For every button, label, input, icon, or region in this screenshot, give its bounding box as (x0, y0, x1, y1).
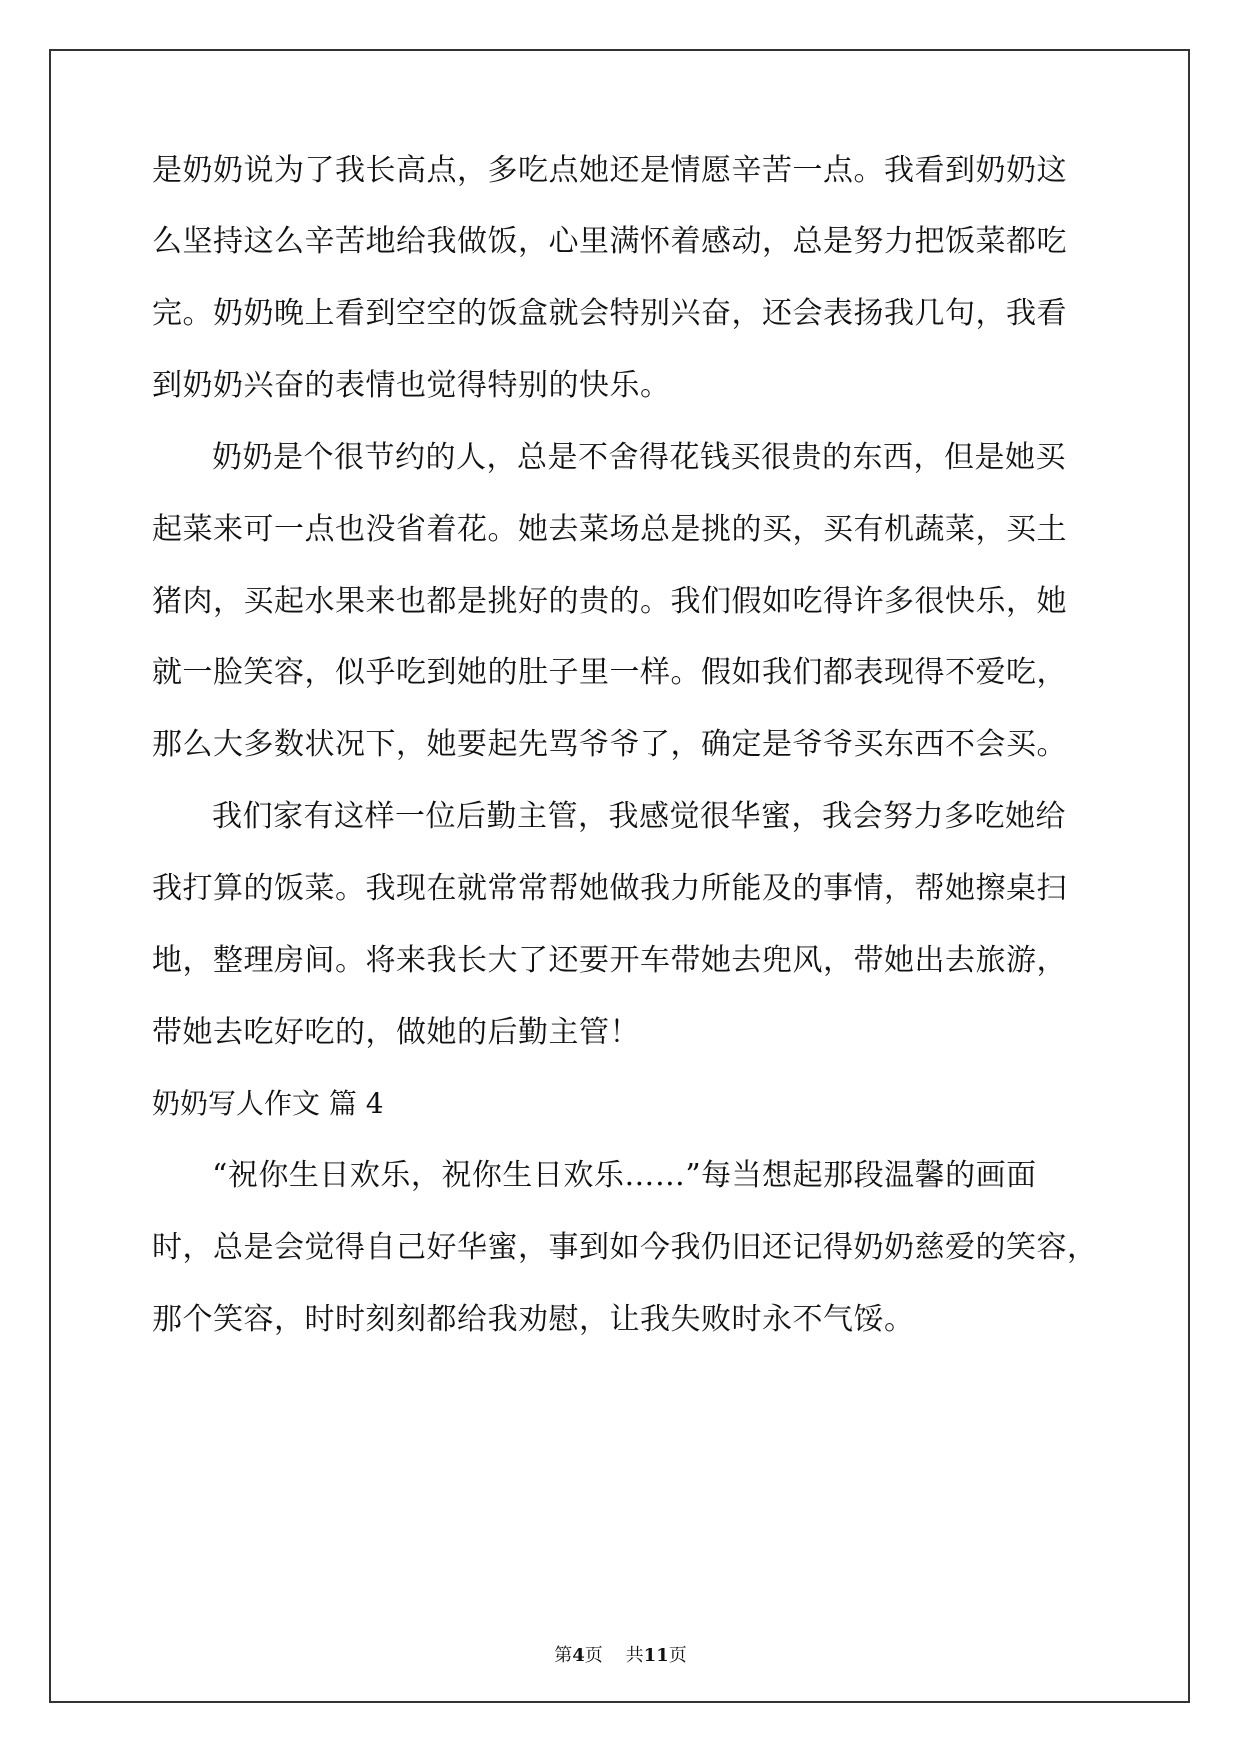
body-line-12: 地，整理房间。将来我长大了还要开车带她去兜风，带她出去旅游， (152, 943, 1067, 978)
body-line-15: 时，总是会觉得自己好华蜜，事到如今我仍旧还记得奶奶慈爱的笑容， (152, 1230, 1098, 1265)
body-line-2: 么坚持这么辛苦地给我做饭，心里满怀着感动，总是努力把饭菜都吃 (152, 224, 1067, 259)
footer-page-number: 4 (572, 1645, 585, 1666)
body-line-9: 那么大多数状况下，她要起先骂爷爷了，确定是爷爷买东西不会买。 (152, 727, 1067, 762)
body-line-8: 就一脸笑容，似乎吃到她的肚子里一样。假如我们都表现得不爱吃， (152, 655, 1067, 690)
footer-prefix: 第 (554, 1645, 573, 1666)
body-line-13: 带她去吃好吃的，做她的后勤主管！ (152, 1015, 640, 1050)
footer-total-pages: 11 (643, 1645, 669, 1666)
footer-suffix: 页 (668, 1645, 687, 1666)
page-footer (0, 1644, 1241, 1668)
body-line-11: 我打算的饭菜。我现在就常常帮她做我力所能及的事情，帮她擦桌扫 (152, 871, 1067, 906)
body-line-5: 奶奶是个很节约的人，总是不舍得花钱买很贵的东西，但是她买 (212, 440, 1066, 475)
body-line-14: “祝你生日欢乐，祝你生日欢乐……”每当想起那段温馨的画面 (212, 1158, 1037, 1193)
body-line-7: 猪肉，买起水果来也都是挑好的贵的。我们假如吃得许多很快乐，她 (152, 584, 1067, 619)
body-line-4: 到奶奶兴奋的表情也觉得特别的快乐。 (152, 368, 671, 403)
body-line-6: 起菜来可一点也没省着花。她去菜场总是挑的买，买有机蔬菜，买土 (152, 512, 1067, 547)
body-line-16: 那个笑容，时时刻刻都给我劝慰，让我失败时永不气馁。 (152, 1302, 915, 1337)
body-line-1: 是奶奶说为了我长高点，多吃点她还是情愿辛苦一点。我看到奶奶这 (152, 153, 1067, 188)
footer-mid: 页 共 (584, 1645, 644, 1666)
section-heading: 奶奶写人作文 篇 4 (152, 1087, 384, 1120)
body-line-3: 完。奶奶晚上看到空空的饭盒就会特别兴奋，还会表扬我几句，我看 (152, 296, 1067, 331)
body-line-10: 我们家有这样一位后勤主管，我感觉很华蜜，我会努力多吃她给 (212, 799, 1066, 834)
